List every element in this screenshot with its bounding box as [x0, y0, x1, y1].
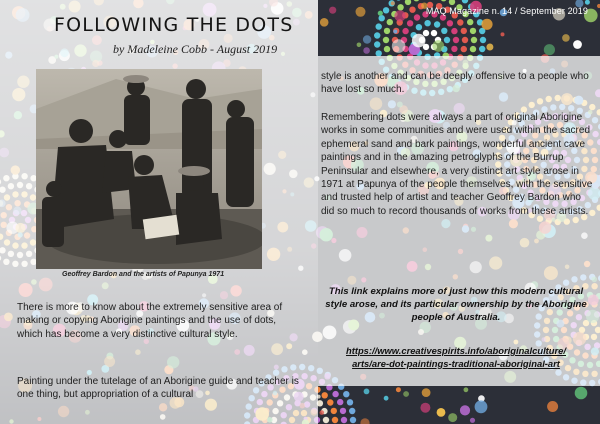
link-callout: This link explains more of just how this modern cultural style arose, and its particular ownership by the Aborigine people of Australia.: [325, 286, 587, 323]
historical-photo: [36, 69, 262, 269]
link-line-2[interactable]: arts/are-dot-paintings-traditional-aboriginal-art: [352, 357, 560, 369]
link-line-1[interactable]: https://www.creativespirits.info/aboriginalculture/: [345, 345, 566, 356]
photo-caption: Geoffrey Bardon and the artists of Papunya 1971: [62, 271, 225, 278]
creative-spirits-link[interactable]: [322, 345, 590, 371]
photo-illustration: [36, 69, 262, 269]
paragraph-4: Remembering dots were always a part of original Aborigine works in some communities and were used within the sacred ephemeral sand and bark paintings, wonderful ancient cave paintings and in the amazing petroglyphs of the Burrup Peninsular and elsewhere, a very distinct art style arose in 1971 at Papunya of the people themselves, with the sensitive and trusted help of artist and teacher Geoffrey Bardon who did so much to record thousands of works from these artists.: [321, 112, 593, 217]
paragraph-1: There is more to know about the extremely sensitive area of making or copying Aborigine paintings and the use of dots, which has become a very distinctive cultural style.: [17, 302, 283, 340]
paragraph-3: style is another and can be deeply offensive to a people who have lost so much.: [321, 71, 589, 96]
article-byline: by Madeleine Cobb - August 2019: [113, 42, 278, 56]
article-title: FOLLOWING THE DOTS: [54, 14, 294, 36]
paragraph-2: Painting under the tutelage of an Aborigine guide and teacher is one thing, but appropriation of a cultural: [17, 376, 299, 401]
right-text-panel: [318, 56, 600, 386]
magazine-masthead: MAQ Magazine n. 14 / September 2019: [425, 6, 588, 16]
